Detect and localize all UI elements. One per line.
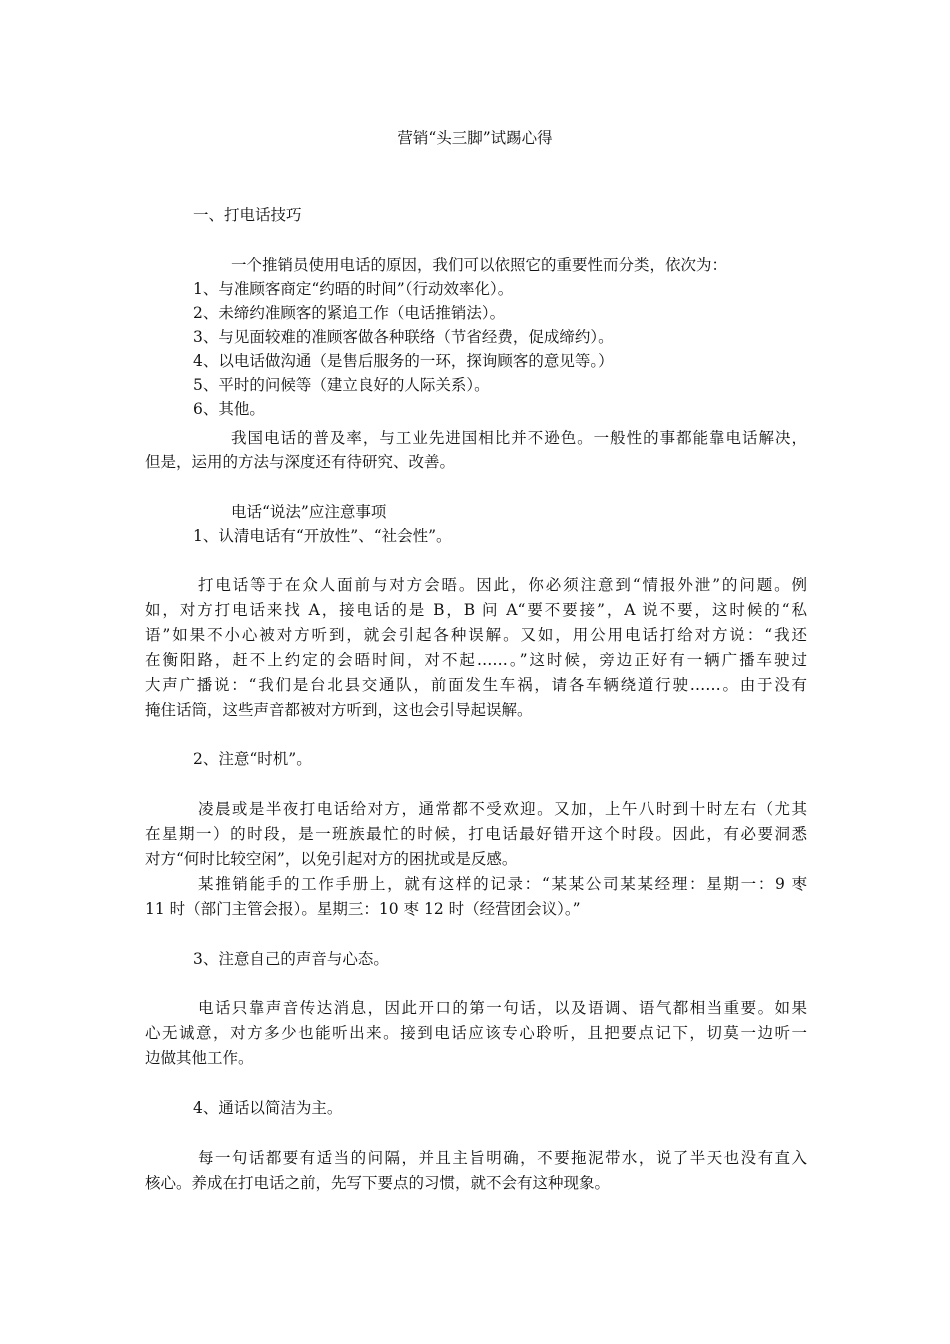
document-title: 营销“头三脚”试踢心得 [397,129,553,147]
paragraph-line: 但是，运用的方法与深度还有待研究、改善。 [145,453,456,471]
intro-paragraph: 一个推销员使用电话的原因，我们可以依照它的重要性而分类，依次为： [231,256,728,274]
paragraph-line: 在衡阳路，赶不上约定的会晤时间，对不起……。”这时候，旁边正好有一辆广播车驶过 [145,651,807,669]
paragraph-line: 11 时（部门主管会报）。星期三：10 枣 12 时（经营团会议）。” [145,900,581,918]
list-item: 5、平时的问候等（建立良好的人际关系）。 [193,376,490,394]
paragraph-line: 心无诚意，对方多少也能听出来。接到电话应该专心聆听，且把要点记下，切莫一边听一 [145,1024,807,1042]
paragraph-line: 对方“何时比较空闲”，以免引起对方的困扰或是反感。 [145,850,518,868]
list-item: 4、以电话做沟通（是售后服务的一环，探询顾客的意见等。） [193,352,614,370]
point-heading: 1、认清电话有“开放性”、“社会性”。 [193,527,452,545]
point-heading: 2、注意“时机”。 [193,750,312,768]
paragraph-line: 边做其他工作。 [145,1049,254,1067]
paragraph-line: 大声广播说：“我们是台北县交通队，前面发生车祸，请各车辆绕道行驶……。由于没有 [145,676,807,694]
point-heading: 3、注意自己的声音与心态。 [193,950,389,968]
paragraph-line: 语”如果不小心被对方听到，就会引起各种误解。又如，用公用电话打给对方说：“我还 [145,626,807,644]
subheading: 电话“说法”应注意事项 [231,503,387,521]
paragraph-line: 电话只靠声音传达消息，因此开口的第一句话，以及语调、语气都相当重要。如果 [198,999,807,1017]
paragraph-line: 在星期一）的时段，是一班族最忙的时候，打电话最好错开这个时段。因此，有必要洞悉 [145,825,807,843]
paragraph-line: 掩住话筒，这些声音都被对方听到，这也会引导起误解。 [145,701,533,719]
paragraph-line: 每一句话都要有适当的问隔，并且主旨明确，不要拖泥带水，说了半天也没有直入 [198,1149,807,1167]
paragraph-line: 某推销能手的工作手册上，就有这样的记录：“某某公司某某经理：星期一：9 枣 [198,875,807,893]
list-item: 3、与见面较难的准顾客做各种联络（节省经费，促成缔约）。 [193,328,614,346]
point-heading: 4、通话以简洁为主。 [193,1099,343,1117]
paragraph-line: 打电话等于在众人面前与对方会晤。因此，你必须注意到“情报外泄”的问题。例 [198,576,807,594]
list-item: 2、未缔约准顾客的紧追工作（电话推销法）。 [193,304,506,322]
list-item: 1、与准顾客商定“约晤的时间”（行动效率化）。 [193,280,514,298]
list-item: 6、其他。 [193,400,265,418]
paragraph-line: 凌晨或是半夜打电话给对方，通常都不受欢迎。又加，上午八时到十时左右（尤其 [198,800,807,818]
paragraph-line: 我国电话的普及率，与工业先进国相比并不逊色。一般性的事都能靠电话解决， [231,429,807,447]
section-heading: 一、打电话技巧 [193,206,302,224]
paragraph-line: 核心。养成在打电话之前，先写下要点的习惯，就不会有这种现象。 [145,1174,611,1192]
paragraph-line: 如，对方打电话来找 A，接电话的是 B，B 问 A“要不要接”，A 说不要，这时候的“私 [145,601,807,619]
